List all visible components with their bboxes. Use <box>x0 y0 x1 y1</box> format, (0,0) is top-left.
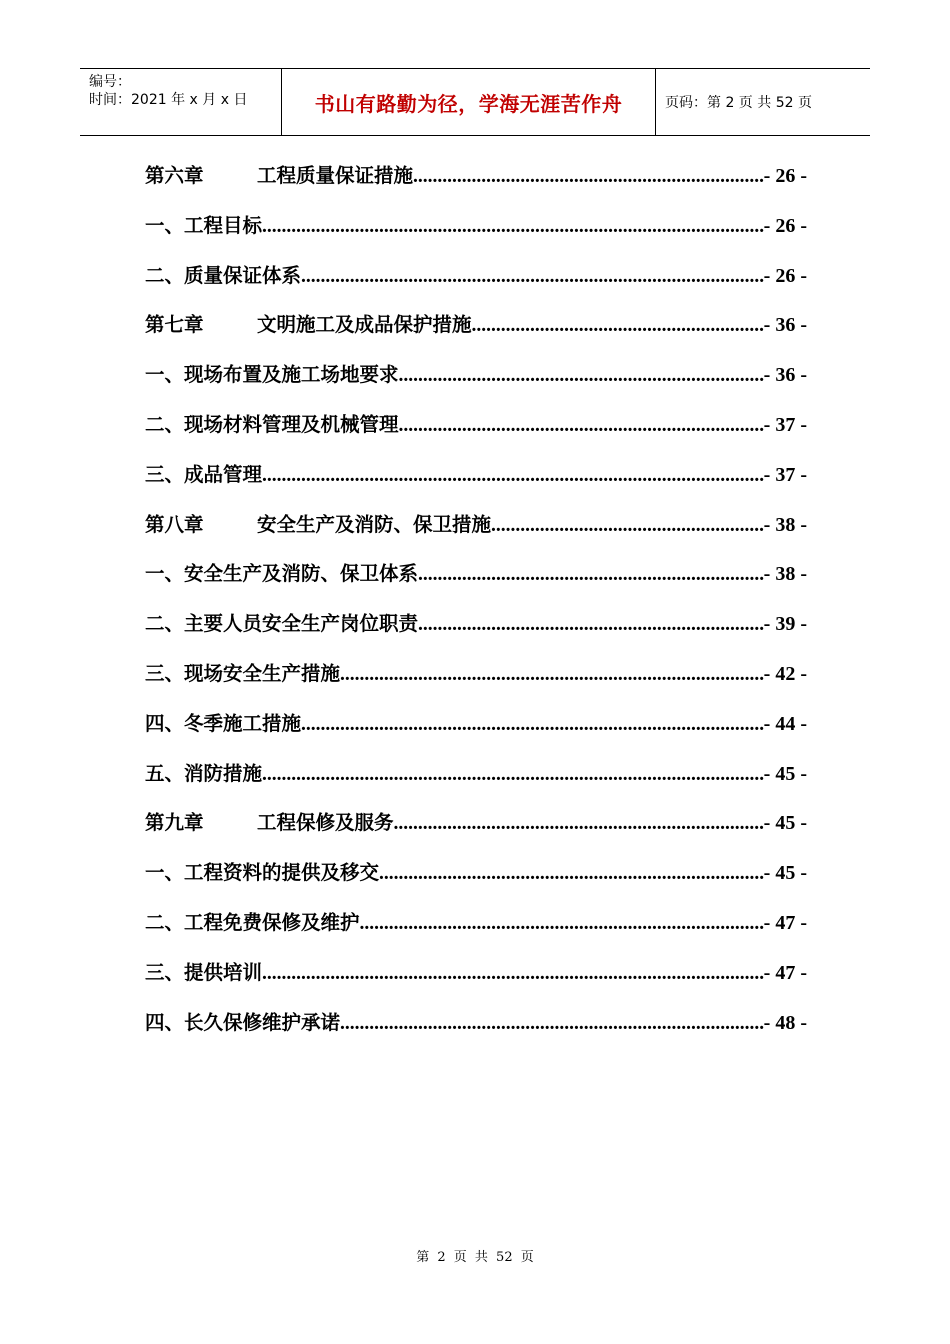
toc-entry-text: 二、现场材料管理及机械管理 <box>145 412 399 436</box>
toc-entry-title <box>145 1007 340 1035</box>
toc-entry[interactable] <box>145 558 807 608</box>
toc-page-number: - 36 - <box>763 314 807 337</box>
toc-page-number: - 26 - <box>763 165 807 187</box>
toc-dot-leader <box>301 266 764 288</box>
toc-entry[interactable] <box>145 260 807 310</box>
toc-entry-title <box>145 558 418 586</box>
toc-entry-text: 四、冬季施工措施 <box>145 711 302 735</box>
toc-dot-leader <box>399 365 764 387</box>
toc-entry[interactable] <box>145 857 807 907</box>
toc-dot-leader <box>340 664 764 686</box>
toc-dot-leader <box>301 714 764 736</box>
toc-entry-title <box>145 260 301 288</box>
header-page-info: 页码：第 2 页 共 52 页 <box>665 95 812 111</box>
toc-page-number: - 45 - <box>763 862 807 885</box>
toc-page-number: - 45 - <box>763 812 807 835</box>
toc-dot-leader <box>472 315 764 337</box>
toc-dot-leader <box>360 913 764 935</box>
toc-chapter-number: 第六章 <box>145 164 204 187</box>
toc-entry-text: 三、成品管理 <box>145 462 263 486</box>
header-motto: 书山有路勤为径，学海无涯苦作舟 <box>282 69 656 135</box>
toc-page-number: - 37 - <box>763 413 807 436</box>
toc-dot-leader <box>399 415 764 437</box>
toc-dot-leader <box>262 963 764 985</box>
toc-entry-text: 一、工程资料的提供及移交 <box>145 861 380 885</box>
toc-entry[interactable] <box>145 509 807 559</box>
toc-entry[interactable] <box>145 758 807 808</box>
toc-dot-leader <box>491 515 764 537</box>
toc-page-number: - 38 - <box>763 513 807 536</box>
toc-entry-text: 二、主要人员安全生产岗位职责 <box>145 612 419 636</box>
toc-entry[interactable] <box>145 359 807 409</box>
toc-page-number: - 26 - <box>763 264 807 287</box>
toc-entry-title <box>145 857 379 885</box>
toc-entry-title <box>145 608 418 636</box>
toc-entry[interactable] <box>145 957 807 1007</box>
toc-dot-leader <box>262 764 764 786</box>
toc-page-number: - 47 - <box>763 961 807 984</box>
toc-entry-title <box>145 957 262 985</box>
toc-entry-title <box>145 509 491 537</box>
table-of-contents <box>145 160 807 1056</box>
toc-dot-leader <box>379 863 764 885</box>
toc-dot-leader <box>413 166 764 188</box>
toc-entry-text: 一、现场布置及施工场地要求 <box>145 363 399 387</box>
page-header <box>80 68 870 136</box>
toc-page-number: - 26 - <box>763 214 807 237</box>
toc-entry-title <box>145 758 262 786</box>
toc-chapter-number: 第七章 <box>145 313 204 337</box>
toc-page-number: - 36 - <box>763 364 807 387</box>
toc-entry[interactable] <box>145 658 807 708</box>
toc-entry-text: 五、消防措施 <box>145 761 263 785</box>
toc-entry-title <box>145 459 262 487</box>
toc-page-number: - 47 - <box>763 911 807 934</box>
toc-entry-title <box>145 807 394 835</box>
toc-entry-title <box>145 309 472 337</box>
toc-entry-text: 三、现场安全生产措施 <box>145 661 341 685</box>
toc-page-number: - 39 - <box>763 613 807 636</box>
toc-page-number: - 44 - <box>763 712 807 735</box>
toc-page-number: - 42 - <box>763 662 807 685</box>
toc-dot-leader <box>262 216 764 238</box>
toc-page-number: - 48 - <box>763 1011 807 1034</box>
toc-chapter-number: 第八章 <box>145 512 204 536</box>
toc-entry-text: 一、安全生产及消防、保卫体系 <box>145 562 419 586</box>
toc-entry[interactable] <box>145 1007 807 1057</box>
toc-entry-text: 文明施工及成品保护措施 <box>257 313 472 337</box>
toc-page-number: - 38 - <box>763 563 807 586</box>
toc-dot-leader <box>418 564 764 586</box>
toc-entry[interactable] <box>145 608 807 658</box>
toc-entry-text: 工程保修及服务 <box>257 811 394 835</box>
toc-entry-text: 二、工程免费保修及维护 <box>145 910 360 934</box>
toc-entry-title <box>145 708 301 736</box>
toc-entry[interactable] <box>145 309 807 359</box>
toc-entry-text: 三、提供培训 <box>145 960 263 984</box>
toc-entry[interactable] <box>145 459 807 509</box>
toc-entry-text: 二、质量保证体系 <box>145 263 302 287</box>
toc-entry-title <box>145 409 399 437</box>
toc-entry-title <box>145 210 262 238</box>
toc-dot-leader <box>262 465 764 487</box>
toc-entry-text: 一、工程目标 <box>145 213 263 237</box>
toc-entry[interactable] <box>145 210 807 260</box>
toc-dot-leader <box>394 813 764 835</box>
header-meta <box>80 69 282 135</box>
toc-page-number: - 45 - <box>763 762 807 785</box>
toc-dot-leader <box>418 614 764 636</box>
toc-entry-text: 安全生产及消防、保卫措施 <box>257 512 492 536</box>
toc-chapter-number: 第九章 <box>145 811 204 835</box>
toc-entry-text: 四、长久保修维护承诺 <box>145 1010 341 1034</box>
toc-dot-leader <box>340 1013 764 1035</box>
toc-entry[interactable] <box>145 708 807 758</box>
toc-entry-title <box>145 160 413 188</box>
toc-entry-title <box>145 658 340 686</box>
toc-page-number: - 37 - <box>763 463 807 486</box>
toc-entry-text: 工程质量保证措施 <box>257 164 414 187</box>
toc-entry[interactable] <box>145 409 807 459</box>
toc-entry-title <box>145 907 360 935</box>
toc-entry[interactable] <box>145 160 807 210</box>
toc-entry[interactable] <box>145 807 807 857</box>
page-footer: 第 2 页 共 52 页 <box>416 1250 534 1265</box>
toc-entry-title <box>145 359 399 387</box>
date-label: 时间：2021 年 x 月 x 日 <box>89 92 248 108</box>
toc-entry[interactable] <box>145 907 807 957</box>
serial-number-label: 编号： <box>89 74 131 90</box>
